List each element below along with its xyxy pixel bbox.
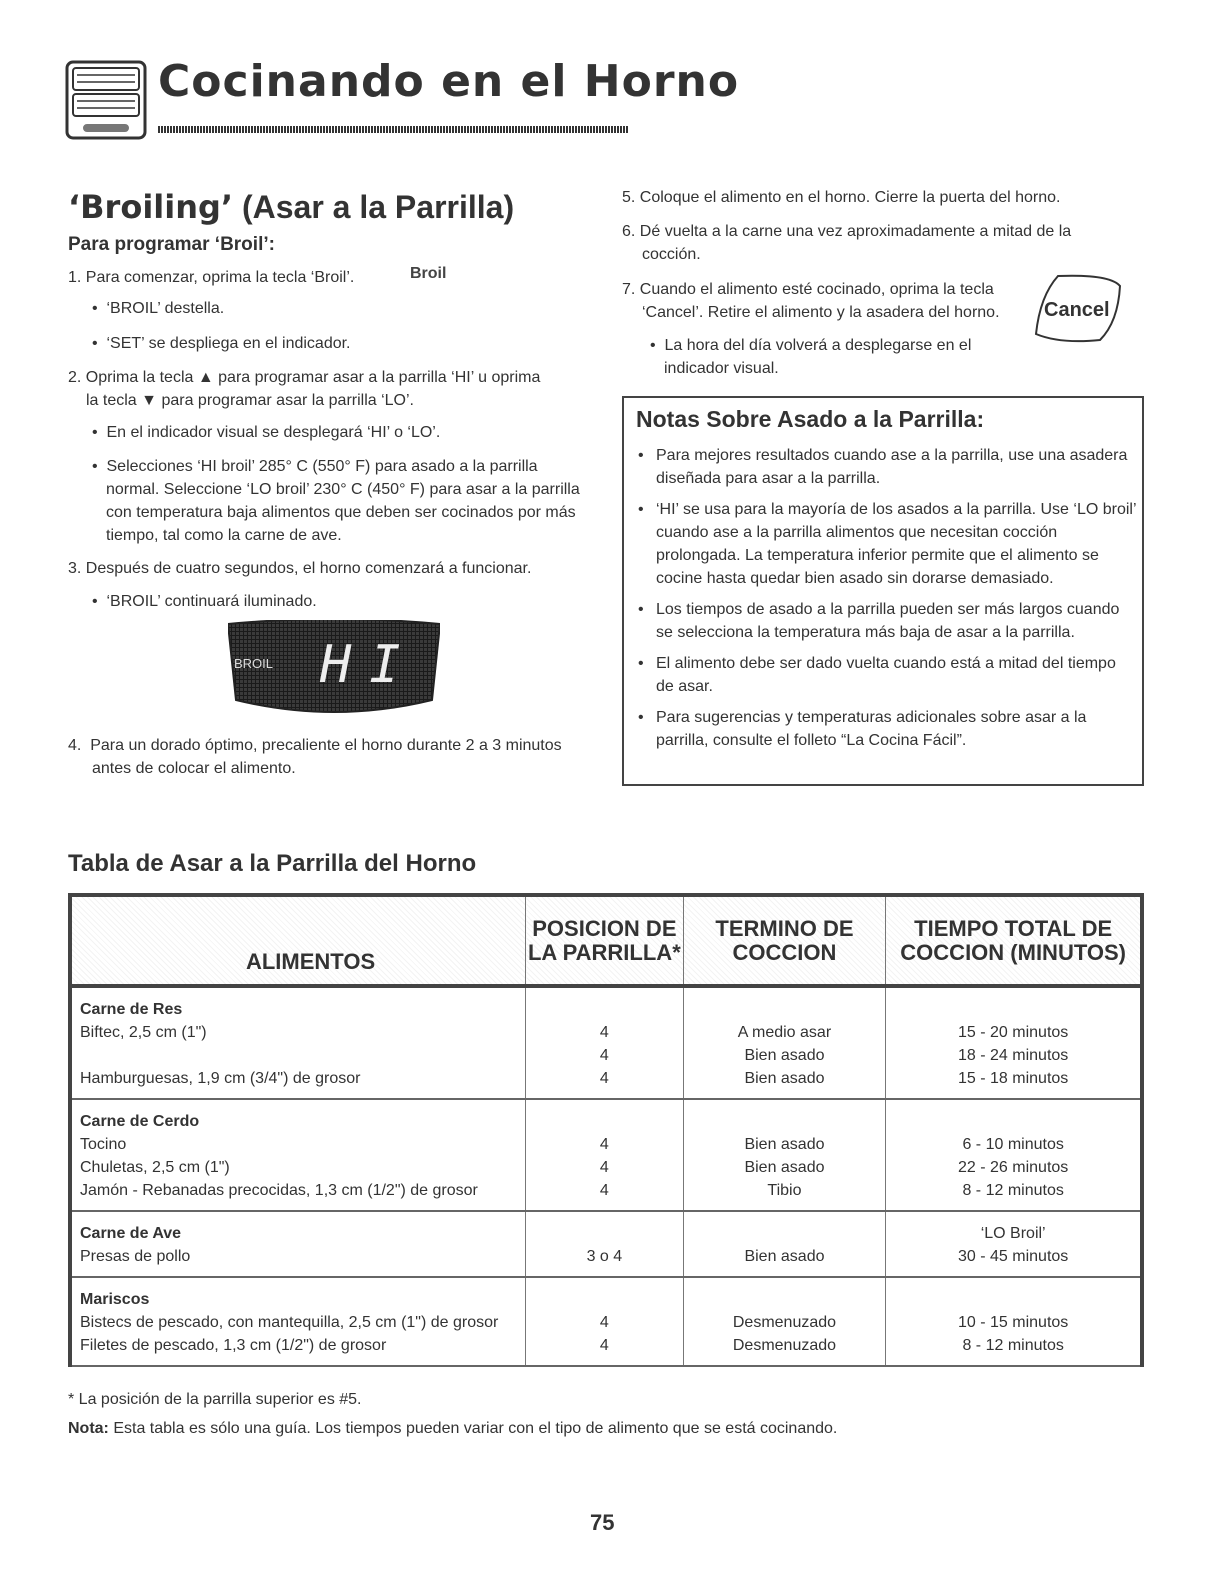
list-item: • ‘HI’ se usa para la mayoría de los asados a la parrilla. Use ‘LO broil’ cuando ase a la parrilla alimentos que necesitan cocción prolongada. La temperatura inferior permite que el alimento se cocine hasta quedar bien asado sin dorarse demasiado. xyxy=(638,498,1138,590)
time-cell xyxy=(886,1099,1142,1211)
bullet-text: ‘SET’ se despliega en el indicador. xyxy=(106,335,351,352)
step-3 xyxy=(68,557,583,580)
position-value: 4 xyxy=(599,1024,609,1041)
notes-list xyxy=(638,444,1138,760)
header-line: COCCION xyxy=(732,939,837,965)
step-number: 6. xyxy=(622,223,636,240)
food-name xyxy=(80,1044,525,1067)
food-cell xyxy=(70,1277,526,1366)
table-row xyxy=(70,1211,1142,1277)
note xyxy=(68,1417,837,1440)
food-cell xyxy=(70,1211,526,1277)
header-doneness xyxy=(683,895,886,986)
time-value: 15 - 18 minutos xyxy=(958,1070,1069,1087)
footnote: * La posición de la parrilla superior es #5. xyxy=(68,1391,362,1408)
bullet-text: En el indicador visual se desplegará ‘HI’ o ‘LO’. xyxy=(106,424,441,441)
table-row xyxy=(70,1277,1142,1366)
step-number: 1. xyxy=(68,269,82,286)
doneness-value: Bien asado xyxy=(744,1047,825,1064)
oven-icon xyxy=(65,60,147,140)
category-label: Carne de Cerdo xyxy=(80,1113,200,1130)
food-name: Tocino xyxy=(80,1136,127,1153)
cancel-key-icon xyxy=(1030,272,1125,344)
section-heading-bold: ‘Broiling’ xyxy=(68,188,234,226)
position-value: 4 xyxy=(599,1159,609,1176)
time-value: 10 - 15 minutos xyxy=(958,1314,1069,1331)
header-time xyxy=(886,895,1142,986)
title-rule xyxy=(158,126,628,133)
position-value: 4 xyxy=(599,1182,609,1199)
header-line: TIEMPO TOTAL DE xyxy=(914,915,1113,941)
list-item: • El alimento debe ser dado vuelta cuando está a mitad del tiempo de asar. xyxy=(638,652,1138,698)
step-6 xyxy=(622,220,1132,266)
bullet: • La hora del día volverá a desplegarse en el indicador visual. xyxy=(650,337,972,377)
position-value: 4 xyxy=(599,1070,609,1087)
step-text: Para comenzar, oprima la tecla ‘Broil’. xyxy=(85,269,355,286)
broil-key-icon: Broil xyxy=(410,265,447,282)
bullet: • En el indicador visual se desplegará ‘HI’ o ‘LO’. xyxy=(92,424,441,441)
category-label: Carne de Res xyxy=(80,1001,183,1018)
doneness-value: Tibio xyxy=(767,1182,802,1199)
list-item: • Los tiempos de asado a la parrilla pueden ser más largos cuando se selecciona la temperatura más baja de asar a la parrilla. xyxy=(638,598,1138,644)
display-label: BROIL xyxy=(234,656,274,671)
doneness-value: Bien asado xyxy=(744,1159,825,1176)
header-line: TERMINO DE xyxy=(715,915,854,941)
doneness-cell xyxy=(683,1211,886,1277)
doneness-value: Desmenuzado xyxy=(732,1314,837,1331)
down-arrow-icon: ▼ xyxy=(141,392,157,409)
food-name: Hamburguesas, 1,9 cm (3/4") de grosor xyxy=(80,1070,361,1087)
step-number: 4. xyxy=(68,737,82,754)
step-text: para programar asar la parrilla ‘LO’. xyxy=(161,392,414,409)
time-value: 15 - 20 minutos xyxy=(958,1024,1069,1041)
bullet: • Selecciones ‘HI broil’ 285° C (550° F) para asado a la parrilla normal. Seleccione ‘LO broil’ 230° C (450° F) para asar a la parrilla con temperatura baja alimentos que deben ser cocinados por más tiempo, tal como la carne de ave. xyxy=(92,458,580,544)
bullet-text: La hora del día volverá a desplegarse en el indicador visual. xyxy=(664,337,972,377)
section-heading xyxy=(68,188,514,226)
display-value: HI xyxy=(320,635,419,695)
page-number: 75 xyxy=(590,1510,615,1535)
header-food: ALIMENTOS xyxy=(70,895,526,986)
section-heading-rest: (Asar a la Parrilla) xyxy=(241,189,515,225)
position-value: 4 xyxy=(599,1047,609,1064)
step-5 xyxy=(622,186,1061,209)
step-text: para programar asar a la parrilla ‘HI’ u oprima xyxy=(218,369,541,386)
note-text: Esta tabla es sólo una guía. Los tiempos pueden variar con el tipo de alimento que se está cocinando. xyxy=(113,1420,838,1437)
step-text: Después de cuatro segundos, el horno comenzará a funcionar. xyxy=(85,560,532,577)
step-4 xyxy=(68,734,592,780)
doneness-value: Desmenuzado xyxy=(732,1337,837,1354)
food-name: Chuletas, 2,5 cm (1") xyxy=(80,1159,230,1176)
notes-box xyxy=(622,396,1144,786)
step-text: la tecla xyxy=(86,392,137,409)
time-value: 18 - 24 minutos xyxy=(958,1047,1069,1064)
food-name: Presas de pollo xyxy=(80,1248,191,1265)
position-cell xyxy=(526,1099,684,1211)
table-row xyxy=(70,1099,1142,1211)
note-label: Nota: xyxy=(68,1420,109,1437)
doneness-value: A medio asar xyxy=(737,1024,832,1041)
food-name: Filetes de pescado, 1,3 cm (1/2") de grosor xyxy=(80,1337,387,1354)
header-line: LA PARRILLA* xyxy=(527,939,681,965)
bullet: • ‘SET’ se despliega en el indicador. xyxy=(92,335,351,352)
header-line: POSICION DE xyxy=(532,915,677,941)
position-cell xyxy=(526,1211,684,1277)
list-item: • Para sugerencias y temperaturas adicionales sobre asar a la parrilla, consulte el folleto “La Cocina Fácil”. xyxy=(638,706,1138,752)
step-number: 2. xyxy=(68,369,82,386)
time-value: 8 - 12 minutos xyxy=(962,1337,1064,1354)
time-note: ‘LO Broil’ xyxy=(980,1225,1046,1242)
food-cell xyxy=(70,986,526,1099)
time-cell xyxy=(886,986,1142,1099)
step-text: Coloque el alimento en el horno. Cierre la puerta del horno. xyxy=(639,189,1061,206)
position-value: 4 xyxy=(599,1314,609,1331)
up-arrow-icon: ▲ xyxy=(197,369,214,386)
doneness-value: Bien asado xyxy=(744,1248,825,1265)
bullet: • ‘BROIL’ destella. xyxy=(92,300,225,317)
page-title: Cocinando en el Horno xyxy=(158,56,740,107)
table-title: Tabla de Asar a la Parrilla del Horno xyxy=(68,850,477,877)
oven-display xyxy=(228,620,440,718)
time-cell xyxy=(886,1211,1142,1277)
bullet-text: ‘BROIL’ continuará iluminado. xyxy=(106,593,317,610)
section-subheading: Para programar ‘Broil’: xyxy=(68,234,275,255)
time-cell xyxy=(886,1277,1142,1366)
position-value: 4 xyxy=(599,1337,609,1354)
doneness-cell xyxy=(683,1277,886,1366)
time-value: 30 - 45 minutos xyxy=(958,1248,1069,1265)
broil-table xyxy=(68,893,1144,1367)
food-name: Biftec, 2,5 cm (1") xyxy=(80,1024,207,1041)
notes-title: Notas Sobre Asado a la Parrilla: xyxy=(636,406,985,432)
doneness-value: Bien asado xyxy=(744,1070,825,1087)
food-name: Jamón - Rebanadas precocidas, 1,3 cm (1/2") de grosor xyxy=(80,1182,478,1199)
bullet-text: ‘BROIL’ destella. xyxy=(106,300,225,317)
step-text: Cuando el alimento esté cocinado, oprima la tecla ‘Cancel’. Retire el alimento y la asadera del horno. xyxy=(639,281,1000,321)
step-1 xyxy=(68,266,578,289)
bullet: • ‘BROIL’ continuará iluminado. xyxy=(92,593,317,610)
time-value: 8 - 12 minutos xyxy=(962,1182,1064,1199)
position-cell xyxy=(526,986,684,1099)
bullet-text: Selecciones ‘HI broil’ 285° C (550° F) para asado a la parrilla normal. Seleccione ‘LO broil’ 230° C (450° F) para asar a la parrilla con temperatura baja alimentos que deben ser cocinados por más tiempo, tal como la carne de ave. xyxy=(106,458,580,544)
position-value: 3 o 4 xyxy=(586,1248,623,1265)
position-value: 4 xyxy=(599,1136,609,1153)
time-value: 22 - 26 minutos xyxy=(958,1159,1069,1176)
category-label: Carne de Ave xyxy=(80,1225,182,1242)
doneness-cell xyxy=(683,986,886,1099)
step-2 xyxy=(68,366,583,412)
step-number: 5. xyxy=(622,189,636,206)
list-item: • Para mejores resultados cuando ase a la parrilla, use una asadera diseñada para asar a la parrilla. xyxy=(638,444,1138,490)
step-text: Para un dorado óptimo, precaliente el horno durante 2 a 3 minutos antes de colocar el alimento. xyxy=(90,737,562,777)
category-label: Mariscos xyxy=(80,1291,150,1308)
header-position xyxy=(526,895,684,986)
food-cell xyxy=(70,1099,526,1211)
step-7 xyxy=(622,278,1052,324)
time-value: 6 - 10 minutos xyxy=(962,1136,1064,1153)
step-text: Oprima la tecla xyxy=(85,369,194,386)
food-name: Bistecs de pescado, con mantequilla, 2,5 cm (1") de grosor xyxy=(80,1314,499,1331)
step-number: 3. xyxy=(68,560,82,577)
doneness-value: Bien asado xyxy=(744,1136,825,1153)
position-cell xyxy=(526,1277,684,1366)
header-line: COCCION (MINUTOS) xyxy=(900,939,1126,965)
step-text: Dé vuelta a la carne una vez aproximadamente a mitad de la cocción. xyxy=(639,223,1072,263)
table-row xyxy=(70,986,1142,1099)
table-header-row xyxy=(70,895,1142,986)
doneness-cell xyxy=(683,1099,886,1211)
step-number: 7. xyxy=(622,281,636,298)
cancel-key-label: Cancel xyxy=(1044,299,1110,321)
